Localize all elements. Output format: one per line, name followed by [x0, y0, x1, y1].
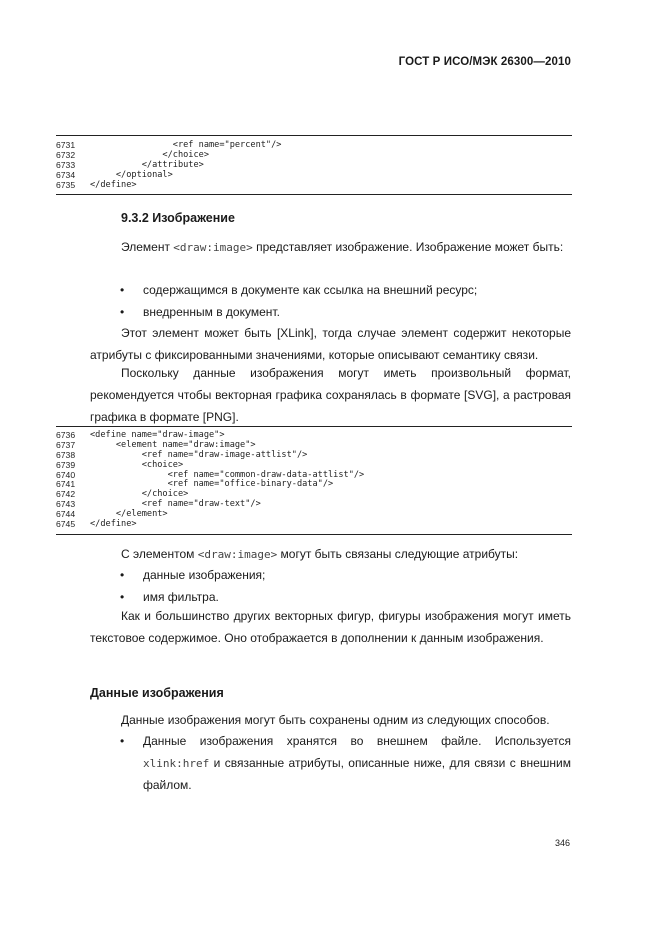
code-text: <choice>	[90, 459, 184, 470]
list-item-text: содержащимся в документе как ссылка на внешний ресурс;	[143, 283, 478, 297]
bullet-marker: •	[120, 304, 125, 319]
attributes-text-post: могут быть связаны следующие атрибуты:	[277, 547, 519, 561]
bullet-marker: •	[120, 283, 125, 297]
line-number: 6733	[56, 159, 76, 170]
line-number: 6735	[56, 179, 76, 190]
intro-text-pre: Элемент	[121, 240, 174, 254]
line-number: 6732	[56, 149, 76, 160]
code-text: <element name="draw:image">	[90, 439, 256, 450]
code-text: </optional>	[90, 169, 173, 180]
intro-text-post: представляет изображение. Изображение может быть:	[252, 240, 564, 254]
bullet-marker: •	[120, 568, 125, 582]
list-item-text-pre: Данные изображения хранятся во внешнем файле. Используется	[143, 734, 571, 748]
subsection-heading: Данные изображения	[90, 686, 224, 700]
intro-code-element: <draw:image>	[173, 241, 253, 254]
xlink-paragraph: Этот элемент может быть [XLink], тогда случае элемент содержит некоторые атрибуты с фиксированными значениями, которые описывают семантику связи.	[90, 326, 571, 362]
line-number: 6742	[56, 489, 76, 500]
code-text: </choice>	[90, 149, 209, 160]
line-number: 6731	[56, 140, 76, 150]
list-item	[90, 280, 571, 302]
bullet-marker: •	[120, 589, 125, 604]
line-number: 6743	[56, 499, 76, 510]
code-listing-1	[56, 135, 572, 195]
attributes-text-pre: С элементом	[121, 547, 198, 561]
list-item-text: внедренным в документ.	[143, 304, 280, 319]
code-text: </attribute>	[90, 159, 204, 170]
attributes-list	[90, 565, 571, 609]
line-number: 6744	[56, 509, 76, 520]
section-heading: 9.3.2 Изображение	[121, 211, 235, 225]
attributes-intro	[90, 544, 571, 566]
image-data-intro: Данные изображения могут быть сохранены одним из следующих способов.	[121, 713, 550, 727]
storage-methods-list	[90, 731, 571, 796]
code-text: <ref name="common-draw-data-attlist"/>	[90, 469, 365, 480]
code-text: </element>	[90, 509, 168, 520]
code-text: <define name="draw-image">	[90, 430, 225, 440]
line-number: 6740	[56, 469, 76, 480]
intro-paragraph	[90, 237, 571, 259]
code-line	[56, 520, 572, 530]
code-text: </define>	[90, 179, 137, 190]
image-kind-list	[90, 280, 571, 324]
list-item-text: имя фильтра.	[143, 589, 219, 604]
bullet-marker: •	[120, 734, 125, 748]
line-number: 6745	[56, 519, 76, 530]
line-number: 6734	[56, 169, 76, 180]
line-number: 6737	[56, 439, 76, 450]
code-text: <ref name="draw-image-attlist"/>	[90, 449, 308, 460]
code-listing-2	[56, 426, 572, 535]
code-text: <ref name="draw-text"/>	[90, 499, 261, 510]
code-text: <ref name="office-binary-data"/>	[90, 479, 334, 490]
xlink-href-code: xlink:href	[143, 756, 210, 770]
format-paragraph: Поскольку данные изображения могут иметь произвольный формат, рекомендуется чтобы векторная графика сохранялась в формате [SVG], а растровая графика в формате [PNG].	[90, 366, 571, 424]
code-text: </define>	[90, 519, 137, 530]
page-number: 346	[554, 838, 570, 848]
text-content-paragraph: Как и большинство других векторных фигур, фигуры изображения могут иметь текстовое содержимое. Оно отображается в дополнении к данным изображения.	[90, 609, 571, 645]
standard-header: ГОСТ Р ИСО/МЭК 26300—2010	[398, 56, 571, 68]
list-item	[90, 302, 571, 324]
code-text: <ref name="percent"/>	[90, 140, 282, 150]
list-item-text-post: и связанные атрибуты, описанные ниже, для связи с внешним файлом.	[143, 755, 571, 792]
line-number: 6739	[56, 459, 76, 470]
list-item	[90, 731, 571, 796]
code-line	[56, 181, 572, 191]
line-number: 6736	[56, 430, 76, 440]
line-number: 6741	[56, 479, 76, 490]
attributes-code-element: <draw:image>	[197, 548, 278, 561]
list-item	[90, 565, 571, 587]
line-number: 6738	[56, 449, 76, 460]
code-text: </choice>	[90, 489, 189, 500]
list-item-text: данные изображения;	[143, 568, 266, 582]
